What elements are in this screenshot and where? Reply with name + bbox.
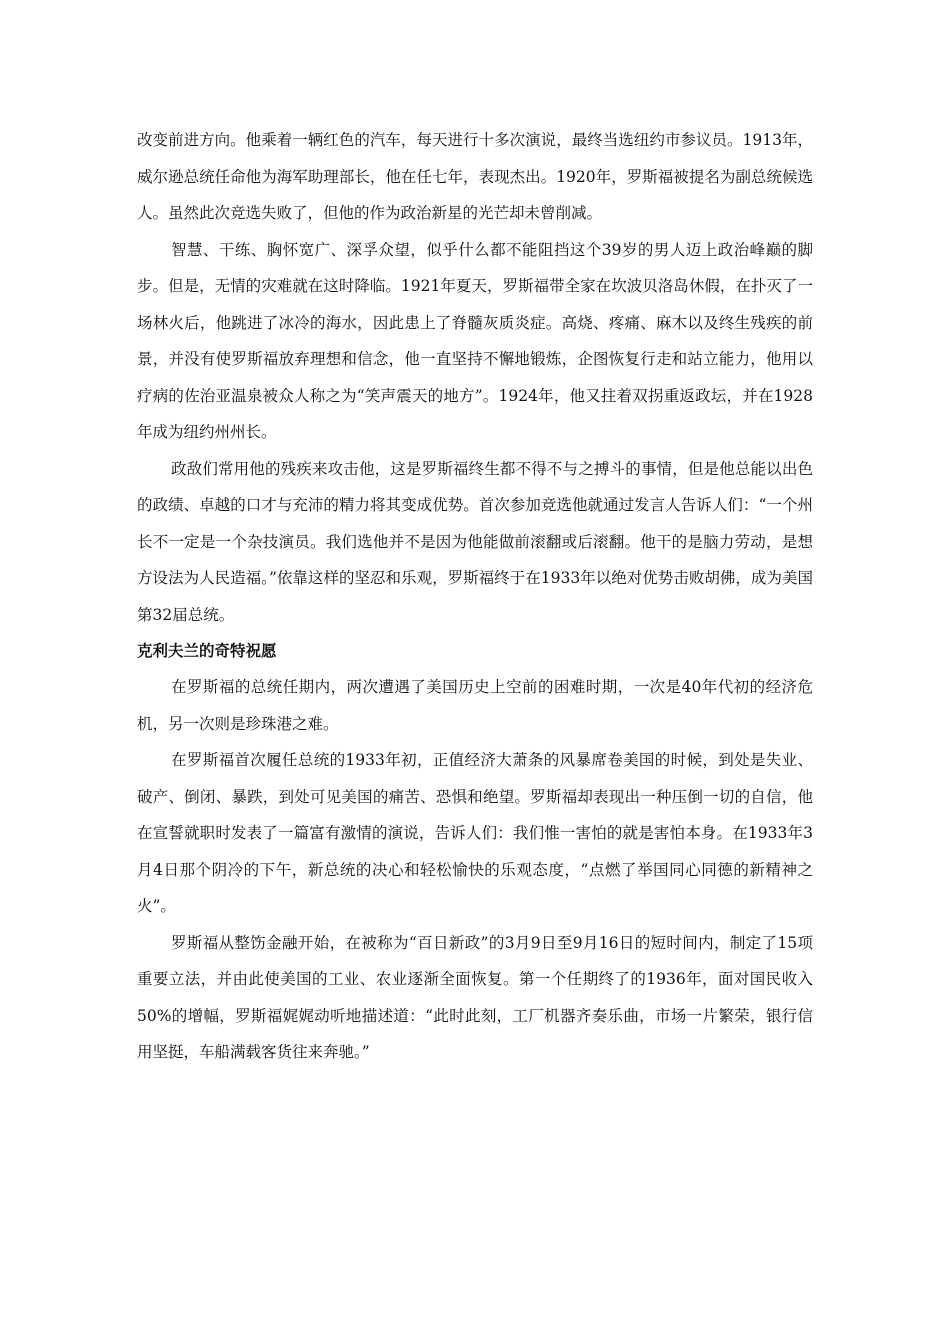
paragraph-section-3: 罗斯福从整饬金融开始，在被称为“百日新政”的3月9日至9月16日的短时间内，制定了15项重要立法，并由此使美国的工业、农业逐渐全面恢复。第一个任期终了的1936年，面对国民收入50%的增幅，罗斯福娓娓动听地描述道：“此时此刻，工厂机器齐奏乐曲，市场一片繁荣，银行信用坚挺，车船满载客货往来奔驰。”: [137, 933, 813, 1061]
paragraph-intro-2: 智慧、干练、胸怀宽广、深孚众望，似乎什么都不能阻挡这个39岁的男人迈上政治峰巅的脚步。但是，无情的灾难就在这时降临。1921年夏天，罗斯福带全家在坎波贝洛岛休假，在扑灭了一场林火后，他跳进了冰冷的海水，因此患上了脊髓灰质炎症。高烧、疼痛、麻木以及终生残疾的前景，并没有使罗斯福放弃理想和信念，他一直坚持不懈地锻炼，企图恢复行走和站立能力，他用以疗病的佐治亚温泉被众人称之为“笑声震天的地方”。1924年，他又拄着双拐重返政坛，并在1928年成为纽约州州长。: [137, 240, 813, 441]
paragraph-intro-1: 改变前进方向。他乘着一辆红色的汽车，每天进行十多次演说，最终当选纽约市参议员。1913年，威尔逊总统任命他为海军助理部长，他在任七年，表现杰出。1920年，罗斯福被提名为副总统候选人。虽然此次竞选失败了，但他的作为政治新星的光芒却未曾削减。: [137, 131, 813, 222]
paragraph-section-1: 在罗斯福的总统任期内，两次遭遇了美国历史上空前的困难时期，一次是40年代初的经济危机，另一次则是珍珠港之难。: [137, 678, 813, 733]
document-body: [137, 122, 813, 1071]
paragraph-section-2: 在罗斯福首次履任总统的1933年初，正值经济大萧条的风暴席卷美国的时候，到处是失业、破产、倒闭、暴跌，到处可见美国的痛苦、恐惧和绝望。罗斯福却表现出一种压倒一切的自信，他在宣誓就职时发表了一篇富有激情的演说，告诉人们：我们惟一害怕的就是害怕本身。在1933年3月4日那个阴冷的下午，新总统的决心和轻松愉快的乐观态度，“点燃了举国同心同德的新精神之火”。: [137, 751, 813, 915]
paragraph-intro-3: 政敌们常用他的残疾来攻击他，这是罗斯福终生都不得不与之搏斗的事情，但是他总能以出色的政绩、卓越的口才与充沛的精力将其变成优势。首次参加竞选他就通过发言人告诉人们：“一个州长不一定是一个杂技演员。我们选他并不是因为他能做前滚翻或后滚翻。他干的是脑力劳动，是想方设法为人民造福。”依靠这样的坚忍和乐观，罗斯福终于在1933年以绝对优势击败胡佛，成为美国第32届总统。: [137, 459, 813, 624]
section-heading: 克利夫兰的奇特祝愿: [137, 642, 277, 660]
